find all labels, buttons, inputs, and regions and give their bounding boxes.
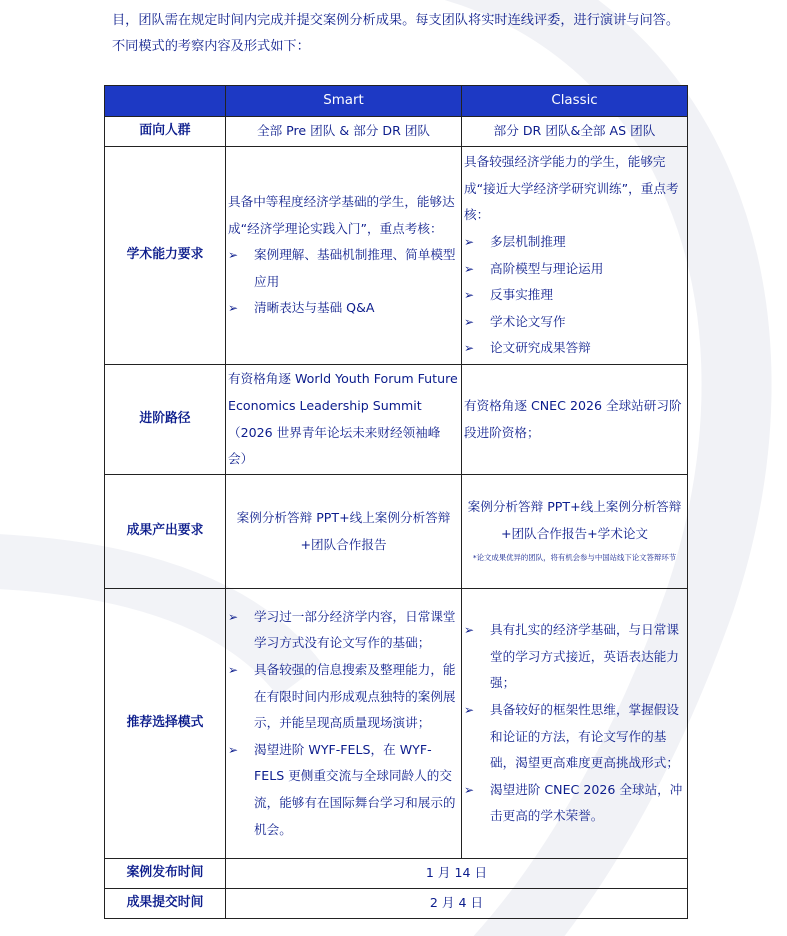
mode-comparison-table [104,85,688,919]
arrowhead-bullet-icon: ➢ [228,301,239,316]
list-item-text: 学术论文写作 [490,313,566,329]
list-item [228,242,459,295]
arrowhead-bullet-icon: ➢ [464,288,475,303]
list-item-text: 渴望进阶 WYF-FELS，在 WYF-FELS 更侧重交流与全球同龄人的交流，能够有在国际舞台学习和展示的机会。 [254,741,456,837]
arrowhead-bullet-icon: ➢ [464,702,475,717]
table-row-release [105,859,688,889]
list-item-text: 反事实推理 [490,287,553,303]
list-item-text: 多层机制推理 [490,233,566,249]
smart-advancement-cell: 有资格角逐 World Youth Forum Future Economics Leadership Summit（2026 世界青年论坛未来财经领袖峰会） [226,365,462,475]
arrowhead-bullet-icon: ➢ [464,234,475,249]
list-item-text: 具备较强的信息搜索及整理能力，能在有限时间内形成观点独特的案例展示，并能呈现高质量现场演讲； [254,662,456,731]
classic-academic-list [464,229,685,362]
intro-paragraph [112,8,732,60]
smart-recommended-cell [226,589,462,859]
list-item-text: 具备较好的框架性思维，掌握假设和论证的方法，有论文写作的基础，渴望更高难度更高挑战形式； [490,701,679,771]
header-cell-empty [105,86,226,117]
table-row-advancement [105,365,688,475]
list-item [464,309,685,336]
smart-academic-intro: 具备中等程度经济学基础的学生，能够达成“经济学理论实践入门”，重点考核： [228,194,455,236]
table-header-row [105,86,688,117]
release-date-cell: 1 月 14 日 [226,859,688,889]
smart-outputs-cell: 案例分析答辩 PPT+线上案例分析答辩+团队合作报告 [226,475,462,589]
smart-academic-list [228,242,459,322]
smart-recommended-list [228,604,459,843]
list-item [464,335,685,362]
list-item-text: 案例理解、基础机制推理、简单模型应用 [254,247,456,289]
classic-outputs-cell [462,475,688,589]
arrowhead-bullet-icon: ➢ [228,248,239,263]
row-label: 成果提交时间 [105,889,226,919]
table-row-academic [105,147,688,365]
classic-recommended-list [464,617,685,830]
classic-recommended-cell [462,589,688,859]
list-item [228,737,459,843]
list-item [464,617,685,697]
list-item-text: 具有扎实的经济学基础，与日常课堂的学习方式接近，英语表达能力强； [490,622,679,691]
row-label: 案例发布时间 [105,859,226,889]
arrowhead-bullet-icon: ➢ [464,261,475,276]
smart-academic-cell [226,147,462,365]
list-item [464,229,685,256]
list-item-text: 高阶模型与理论运用 [490,260,604,276]
table-row-outputs [105,475,688,589]
table-row-submit [105,889,688,919]
intro-line: 目，团队需在规定时间内完成并提交案例分析成果。每支团队将实时连线评委，进行演讲与问答。 [112,13,680,28]
smart-audience-cell: 全部 Pre 团队 & 部分 DR 团队 [226,117,462,147]
list-item-text: 清晰表达与基础 Q&A [254,300,375,316]
arrowhead-bullet-icon: ➢ [464,314,475,329]
list-item-text: 渴望进阶 CNEC 2026 全球站，冲击更高的学术荣誉。 [490,781,683,824]
list-item-text: 学习过一部分经济学内容，日常课堂学习方式没有论文写作的基础； [254,608,456,651]
row-label: 学术能力要求 [105,147,226,365]
classic-audience-cell: 部分 DR 团队&全部 AS 团队 [462,117,688,147]
arrowhead-bullet-icon: ➢ [228,742,239,757]
arrowhead-bullet-icon: ➢ [464,341,475,356]
arrowhead-bullet-icon: ➢ [464,782,475,797]
row-label: 进阶路径 [105,365,226,475]
arrowhead-bullet-icon: ➢ [228,609,239,624]
classic-academic-cell [462,147,688,365]
header-cell-smart: Smart [226,86,462,117]
list-item [464,697,685,777]
row-label: 成果产出要求 [105,475,226,589]
classic-outputs-note: *论文成果优异的团队，将有机会参与中国站线下论文答辩环节 [472,553,677,563]
arrowhead-bullet-icon: ➢ [464,623,475,638]
list-item [228,657,459,737]
list-item [464,777,685,830]
list-item [464,282,685,309]
table-row-recommended [105,589,688,859]
submit-date-cell: 2 月 4 日 [226,889,688,919]
list-item [228,295,459,322]
classic-academic-intro: 具备较强经济学能力的学生，能够完成“接近大学经济学研究训练”，重点考核： [464,154,679,223]
list-item [228,604,459,657]
classic-outputs-text: 案例分析答辩 PPT+线上案例分析答辩+团队合作报告+学术论文 [467,498,682,541]
list-item-text: 论文研究成果答辩 [490,340,591,356]
intro-line: 不同模式的考察内容及形式如下： [112,39,310,54]
header-cell-classic: Classic [462,86,688,117]
row-label: 推荐选择模式 [105,589,226,859]
table-row-audience [105,117,688,147]
arrowhead-bullet-icon: ➢ [228,663,239,678]
row-label: 面向人群 [105,117,226,147]
list-item [464,256,685,283]
classic-advancement-cell: 有资格角逐 CNEC 2026 全球站研习阶段进阶资格； [462,365,688,475]
